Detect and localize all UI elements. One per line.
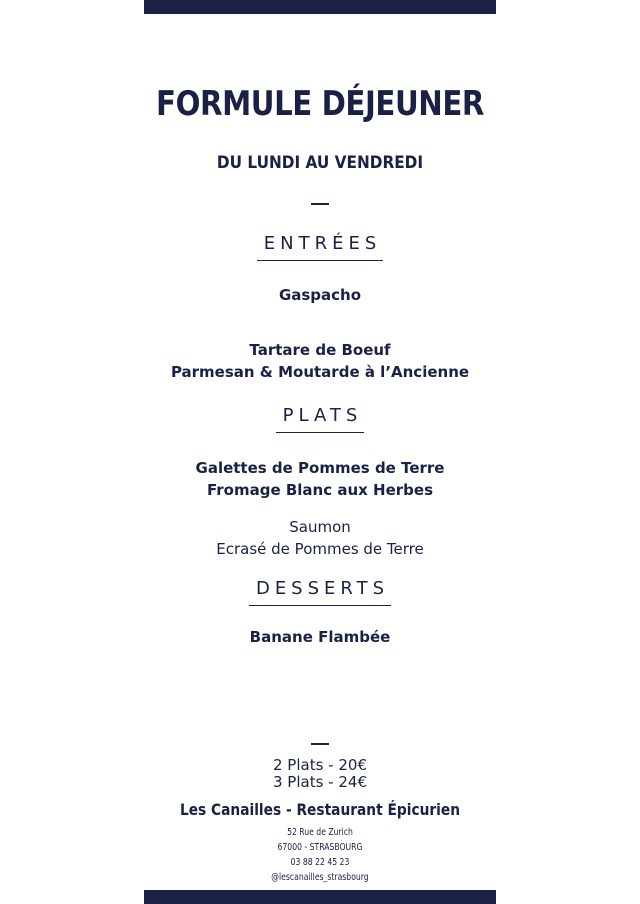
menu-subtitle: DU LUNDI AU VENDREDI [216, 153, 424, 173]
contact-block [32, 825, 608, 885]
menu-item-line: Galettes de Pommes de Terre [195, 459, 445, 477]
menu-item-line: Tartare de Boeuf [249, 341, 391, 359]
price-line: 3 Plats - 24€ [273, 773, 367, 791]
menu-title: FORMULE DÉJEUNER [156, 84, 484, 124]
menu-item-banane [0, 626, 640, 648]
section-heading-desserts [0, 578, 640, 606]
menu-item-line: Gaspacho [278, 286, 362, 304]
restaurant-name: Les Canailles - Restaurant Épicurien [179, 800, 461, 819]
section-heading-label: PLATS [276, 405, 365, 433]
phone-number: 03 88 22 45 23 [290, 857, 350, 868]
bottom-accent-bar [144, 890, 496, 904]
section-heading-label: DESSERTS [249, 578, 391, 606]
menu-item-line: Saumon [289, 518, 351, 536]
price-line: 2 Plats - 20€ [273, 756, 367, 774]
address-city: 67000 - STRASBOURG [277, 842, 363, 853]
address-street: 52 Rue de Zurich [287, 827, 353, 838]
menu-item-galettes [0, 457, 640, 501]
menu-item-saumon [0, 516, 640, 560]
menu-item-line: Ecrasé de Pommes de Terre [216, 540, 424, 558]
section-heading-label: ENTRÉES [257, 233, 384, 261]
menu-item-line: Parmesan & Moutarde à l’Ancienne [170, 363, 470, 381]
menu-item-line: Banane Flambée [249, 628, 391, 646]
divider-dash [311, 743, 329, 745]
menu-item-line: Fromage Blanc aux Herbes [206, 481, 434, 499]
section-heading-entrees [0, 233, 640, 261]
divider-dash [311, 203, 329, 205]
price-list [0, 757, 640, 791]
menu-item-gaspacho [0, 284, 640, 306]
section-heading-plats [0, 405, 640, 433]
instagram-handle: @lescanailles_strasbourg [271, 872, 369, 883]
top-accent-bar [144, 0, 496, 14]
menu-item-tartare [0, 339, 640, 383]
